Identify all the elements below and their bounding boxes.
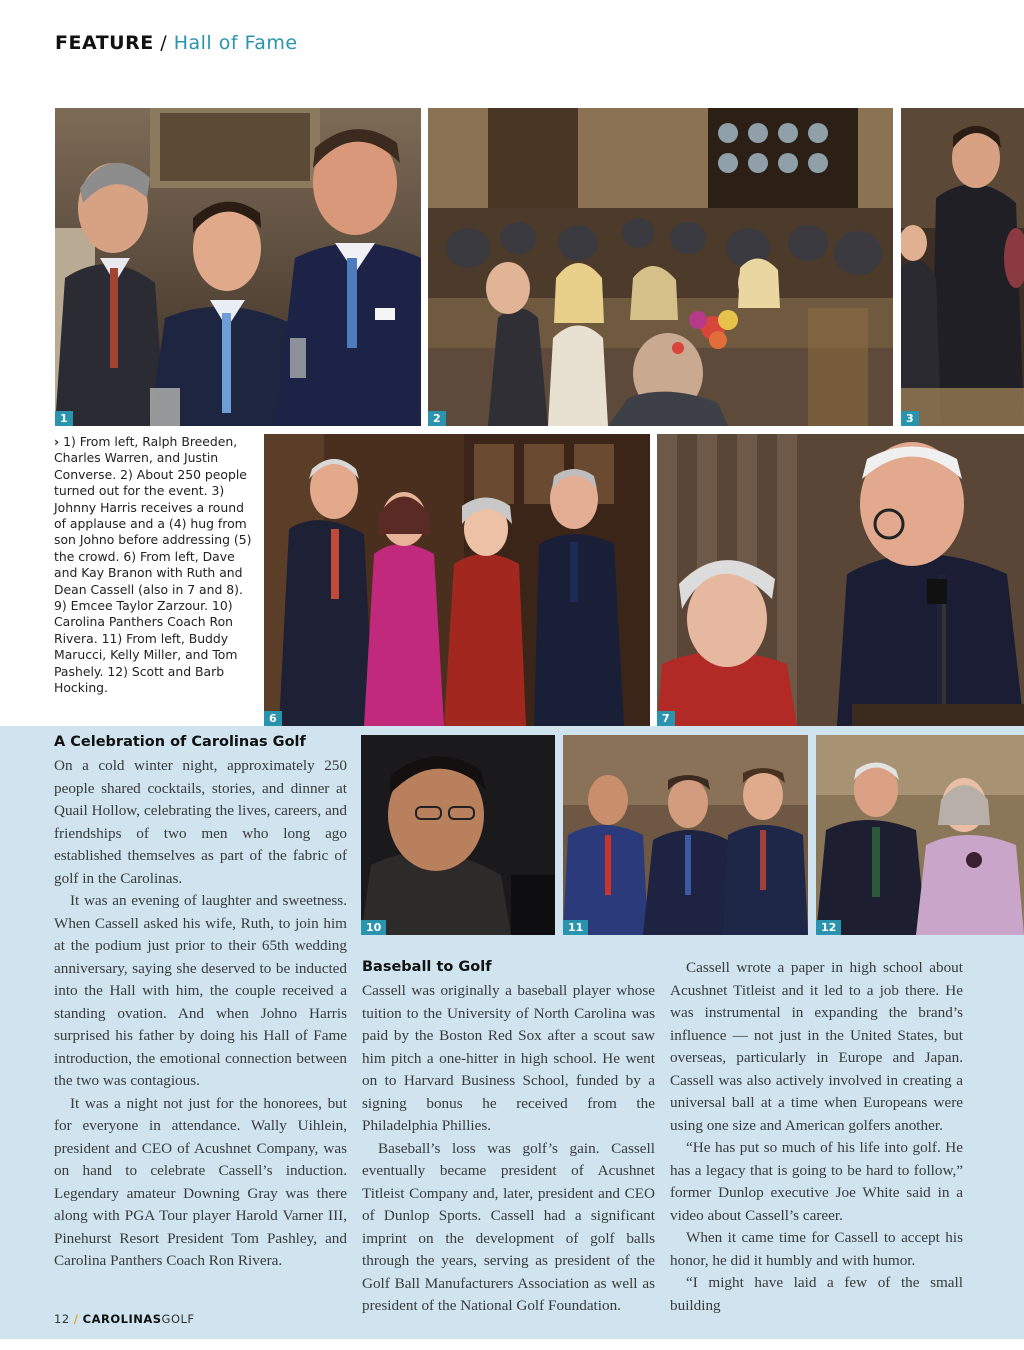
page-number: 12: [54, 1312, 70, 1326]
caption-marker: ›: [54, 434, 60, 449]
photo-3: [901, 108, 1024, 426]
magazine-name: CAROLINAS: [82, 1312, 162, 1326]
magazine-name-suffix: GOLF: [161, 1312, 195, 1326]
photo-2: [428, 108, 893, 426]
article-heading: A Celebration of Carolinas Golf: [54, 734, 306, 750]
photo-number: 11: [563, 920, 588, 935]
photo-1: [55, 108, 421, 426]
feature-label: FEATURE: [55, 32, 154, 54]
photo-12-image: [816, 735, 1024, 935]
article-paragraph: Cassell was originally a baseball player whose tuition to the University of North Carolina was paid by the Boston Red Sox after a scout saw him pitch a one-hitter in high school. He went on to Harvard Business School, funded by a signing bonus he received from the Philadelphia Phillies.: [362, 982, 655, 1134]
photo-10-image: [361, 735, 555, 935]
photo-2-image: [428, 108, 893, 426]
article-paragraph: It was an evening of laughter and sweetness. When Cassell asked his wife, Ruth, to join him at the podium just prior to their 65th wedding anniversary, saying she deserved to be inducted into the Hall with him, the couple received a standing ovation. And when Johno Harris surprised his father by doing his Hall of Fame introduction, the emotional connection between the two was contagious.: [54, 892, 347, 1089]
photo-6-image: [264, 434, 650, 726]
photo-number: 3: [901, 411, 919, 426]
footer-separator: /: [73, 1312, 79, 1326]
article-paragraph: Cassell wrote a paper in high school about Acushnet Titleist and it led to a job there. He was instrumental in expanding the brand’s influence — not just in the United States, but overseas, particularly in Europe and Japan. Cassell was also actively involved in creating a universal ball at a time when Europeans were using one size and American golfers another.: [670, 959, 963, 1134]
photo-11: [563, 735, 808, 935]
page-footer: [54, 1312, 195, 1326]
photo-number: 7: [657, 711, 675, 726]
photo-11-image: [563, 735, 808, 935]
article-heading: Baseball to Golf: [362, 959, 492, 975]
page-header: [55, 32, 298, 54]
article-column-1: [54, 732, 347, 1273]
article-paragraph: “He has put so much of his life into golf. He has a legacy that is going to be hard to follow,” former Dunlop executive Joe White said in a video about Cassell’s career.: [670, 1139, 963, 1224]
photo-10: [361, 735, 555, 935]
photo-12: [816, 735, 1024, 935]
header-separator: /: [160, 32, 168, 54]
photo-number: 1: [55, 411, 73, 426]
article-paragraph: When it came time for Cassell to accept his honor, he did it humbly and with humor.: [670, 1229, 963, 1269]
section-title: Hall of Fame: [173, 32, 298, 54]
caption-text: 1) From left, Ralph Breeden, Charles Warren, and Justin Converse. 2) About 250 people turned out for the event. 3) Johnny Harris receives a round of applause and a (4) hug from son Johno before addressing (5) the crowd. 6) From left, Dave and Kay Branon with Ruth and Dean Cassell (also in 7 and 8). 9) Emcee Taylor Zarzour. 10) Carolina Panthers Coach Ron Rivera. 11) From left, Buddy Marucci, Kelly Miller, and Tom Pashely. 12) Scott and Barb Hocking.: [54, 434, 252, 696]
article-paragraph: It was a night not just for the honorees, but for everyone in attendance. Wally Uihlein, president and CEO of Acushnet Company, was on hand to celebrate Cassell’s induction. Legendary amateur Downing Gray was there along with PGA Tour player Harold Varner III, Pinehurst Resort President Tom Pashley, and Carolina Panthers Coach Ron Rivera.: [54, 1094, 347, 1269]
photo-6: [264, 434, 650, 726]
article-paragraph: Baseball’s loss was golf’s gain. Cassell eventually became president of Acushnet Titleist Company and, later, president and CEO of Dunlop Sports. Cassell had a significant imprint on the development of golf balls through the years, serving as president of the Golf Ball Manufacturers Association as well as president of the National Golf Foundation.: [362, 1139, 655, 1314]
photo-3-image: [901, 108, 1024, 426]
article-column-3: [670, 957, 963, 1317]
photo-number: 6: [264, 711, 282, 726]
photo-caption: [54, 434, 259, 697]
article-paragraph: “I might have laid a few of the small building: [670, 1274, 963, 1314]
article-paragraph: On a cold winter night, approximately 250 people shared cocktails, stories, and dinner at Quail Hollow, celebrating the lives, careers, and friendships of two men who long ago established themselves as part of the fabric of golf in the Carolinas.: [54, 757, 347, 887]
photo-7-image: [657, 434, 1024, 726]
photo-1-image: [55, 108, 421, 426]
photo-number: 10: [361, 920, 386, 935]
photo-number: 12: [816, 920, 841, 935]
article-column-2: [362, 957, 655, 1318]
photo-7: [657, 434, 1024, 726]
photo-number: 2: [428, 411, 446, 426]
